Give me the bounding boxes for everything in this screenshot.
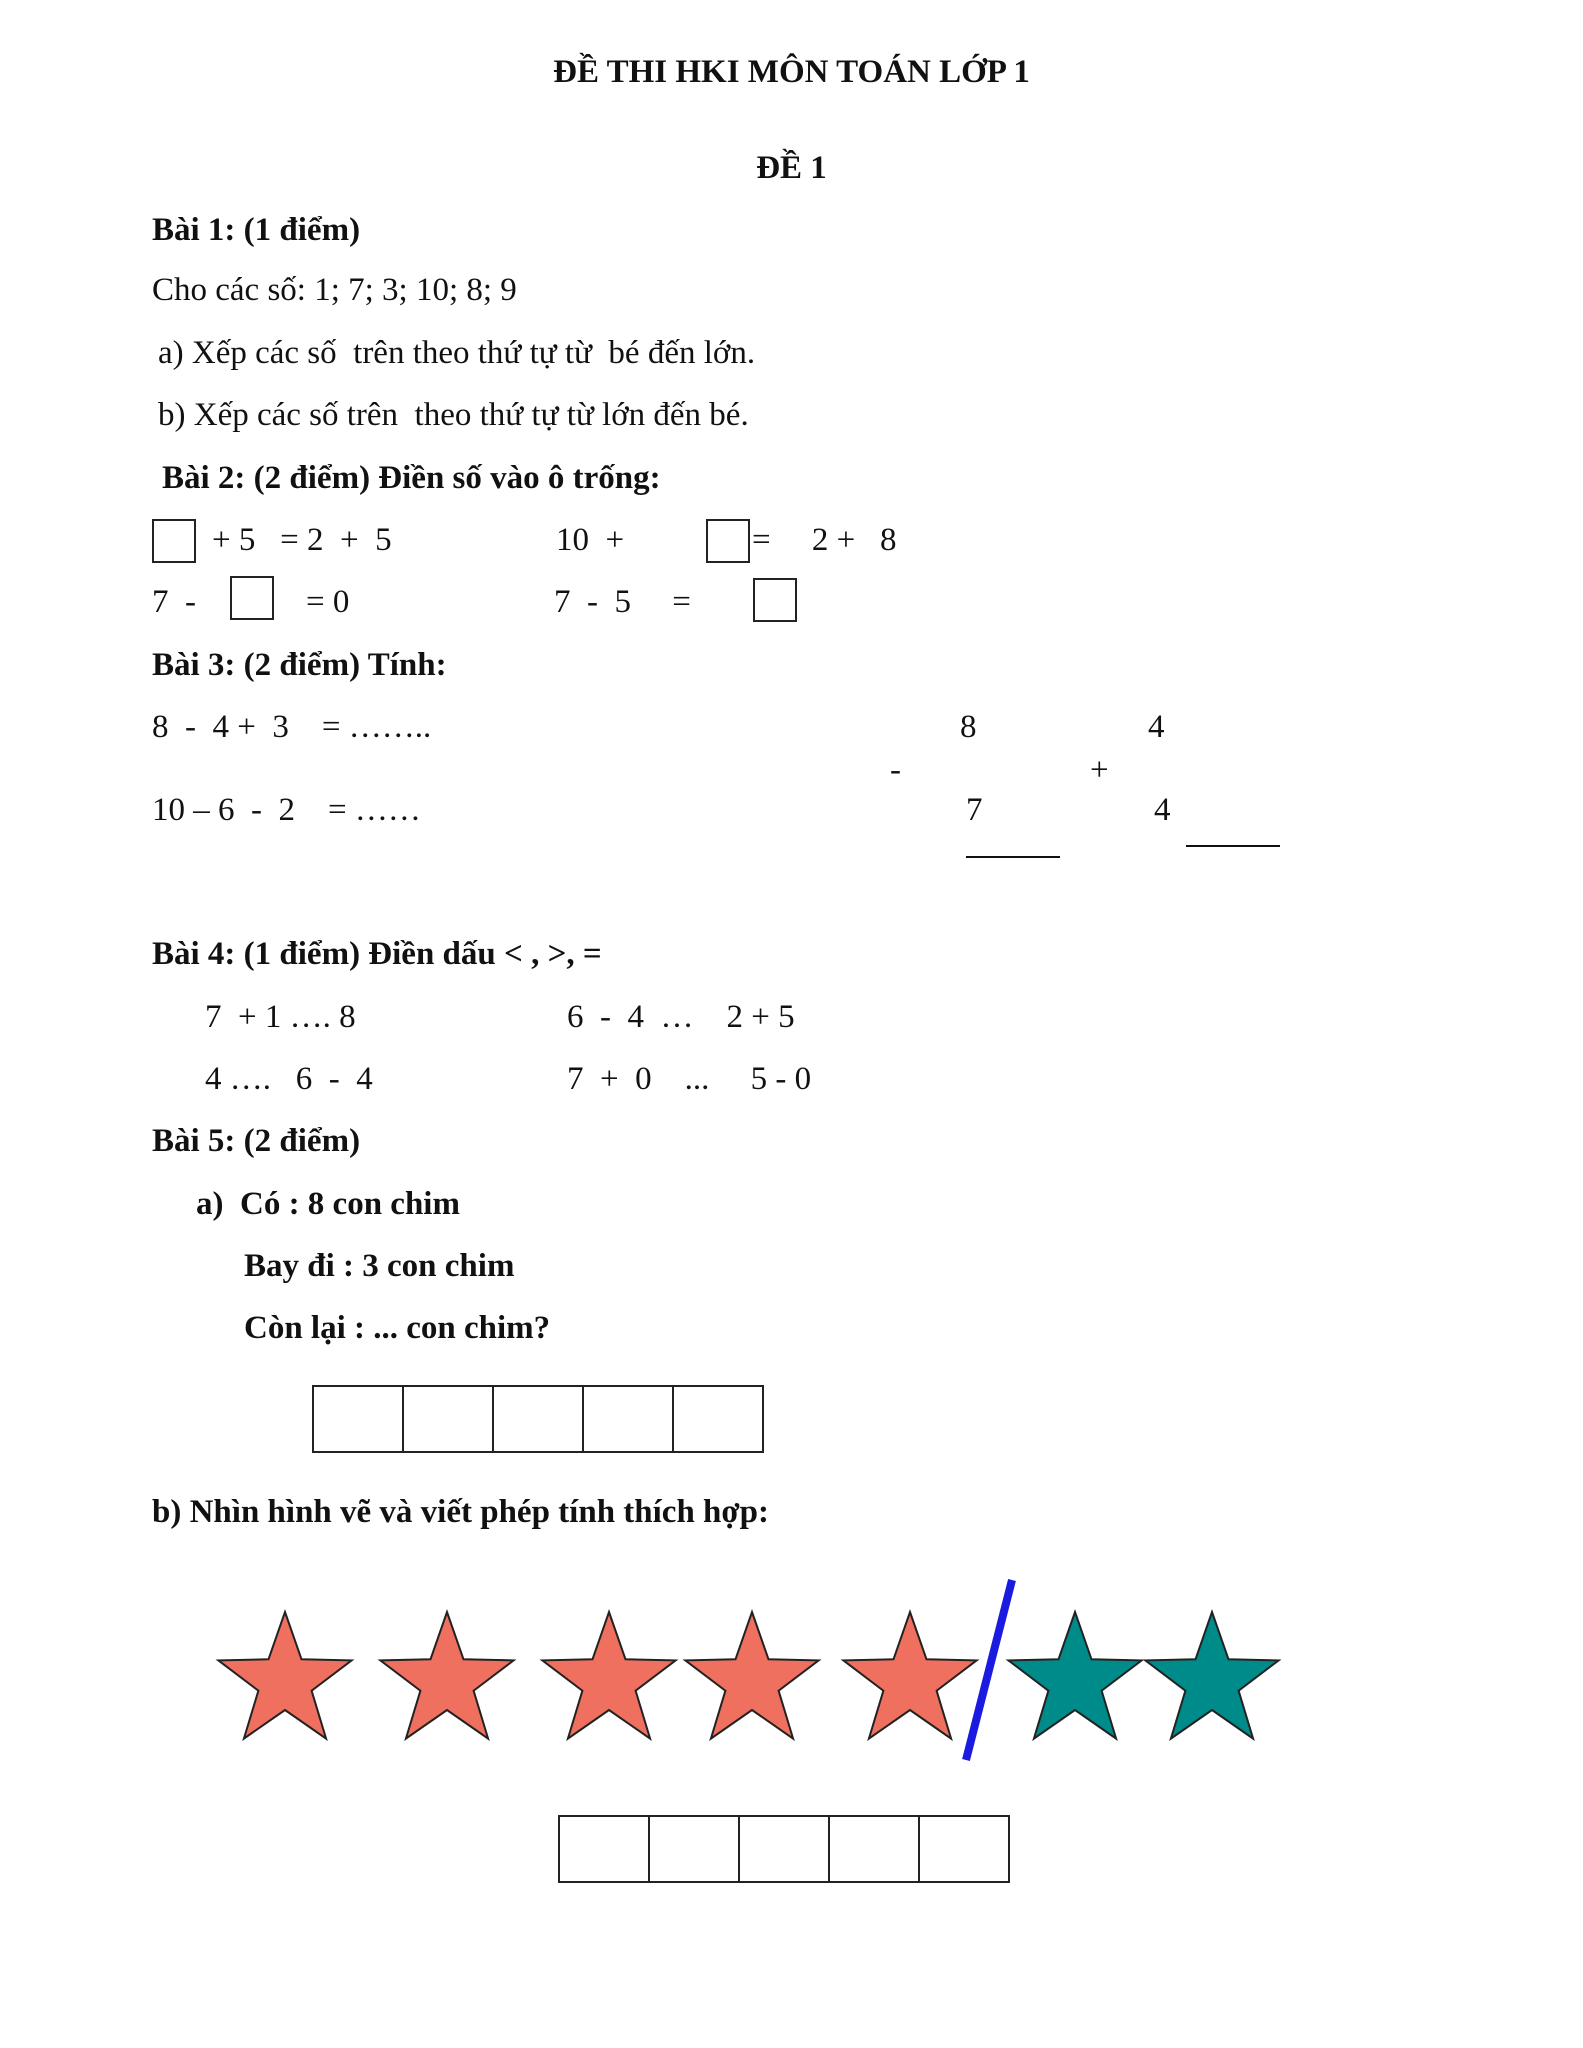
divider-line [966,1580,1012,1760]
column-subtraction-operator: - [890,752,901,788]
answer-grid-a [312,1385,764,1453]
answer-cell[interactable] [738,1815,830,1883]
bai2-eq2-left: 10 + [556,522,625,558]
bai4-compare-1: 7 + 1 …. 8 [205,999,356,1035]
red-star-icon [685,1612,818,1739]
page-title: ĐỀ THI HKI MÔN TOÁN LỚP 1 [553,54,1030,90]
bai4-compare-3: 4 …. 6 - 4 [205,1061,373,1097]
column-addition-line [1186,845,1280,847]
bai2-eq4: 7 - 5 = [554,584,691,620]
column-addition-bottom: 4 [1154,792,1171,828]
bai1-intro: Cho các số: 1; 7; 3; 10; 8; 9 [152,272,517,308]
answer-cell[interactable] [828,1815,920,1883]
answer-cell[interactable] [402,1385,494,1453]
red-star-icon [380,1612,513,1739]
bai3-expression-1: 8 - 4 + 3 = …….. [152,709,432,745]
answer-cell[interactable] [648,1815,740,1883]
bai5-heading: Bài 5: (2 điểm) [152,1123,361,1159]
teal-star-icon [1145,1612,1278,1739]
bai5-part-a-line3: Còn lại : ... con chim? [244,1310,551,1346]
bai2-eq3-right: = 0 [306,584,350,620]
bai2-heading: Bài 2: (2 điểm) Điền số vào ô trống: [162,460,661,496]
answer-cell[interactable] [558,1815,650,1883]
red-star-icon [218,1612,351,1739]
answer-box[interactable] [753,578,797,622]
bai4-compare-2: 6 - 4 … 2 + 5 [567,999,795,1035]
column-subtraction-line [966,856,1060,858]
red-star-icon [542,1612,675,1739]
bai1-part-a: a) Xếp các số trên theo thứ tự từ bé đến lớn. [158,335,756,371]
bai4-heading: Bài 4: (1 điểm) Điền dấu < , >, = [152,936,602,972]
answer-box[interactable] [706,519,750,563]
answer-box[interactable] [152,519,196,563]
answer-grid-b [558,1815,1010,1883]
bai1-heading: Bài 1: (1 điểm) [152,212,361,248]
answer-box[interactable] [230,576,274,620]
bai3-heading: Bài 3: (2 điểm) Tính: [152,647,447,683]
answer-cell[interactable] [312,1385,404,1453]
column-subtraction-top: 8 [960,709,977,745]
bai2-eq1: + 5 = 2 + 5 [212,522,392,558]
column-addition-operator: + [1090,752,1109,788]
column-subtraction-bottom: 7 [966,792,983,828]
bai1-part-b: b) Xếp các số trên theo thứ tự từ lớn đến bé. [158,397,749,433]
answer-cell[interactable] [672,1385,764,1453]
bai2-eq2-right: = 2 + 8 [752,522,897,558]
answer-cell[interactable] [582,1385,674,1453]
column-addition-top: 4 [1148,709,1165,745]
bai5-part-a-line1: a) Có : 8 con chim [196,1186,460,1222]
bai5-part-a-line2: Bay đi : 3 con chim [244,1248,515,1284]
bai2-eq3-left: 7 - [152,584,196,620]
answer-cell[interactable] [918,1815,1010,1883]
teal-star-icon [1008,1612,1141,1739]
bai4-compare-4: 7 + 0 ... 5 - 0 [567,1061,812,1097]
exam-number: ĐỀ 1 [756,150,827,186]
stars-figure [0,1570,1583,1790]
bai3-expression-2: 10 – 6 - 2 = …… [152,792,421,828]
red-star-icon [843,1612,976,1739]
bai5-part-b: b) Nhìn hình vẽ và viết phép tính thích hợp: [152,1494,770,1530]
answer-cell[interactable] [492,1385,584,1453]
